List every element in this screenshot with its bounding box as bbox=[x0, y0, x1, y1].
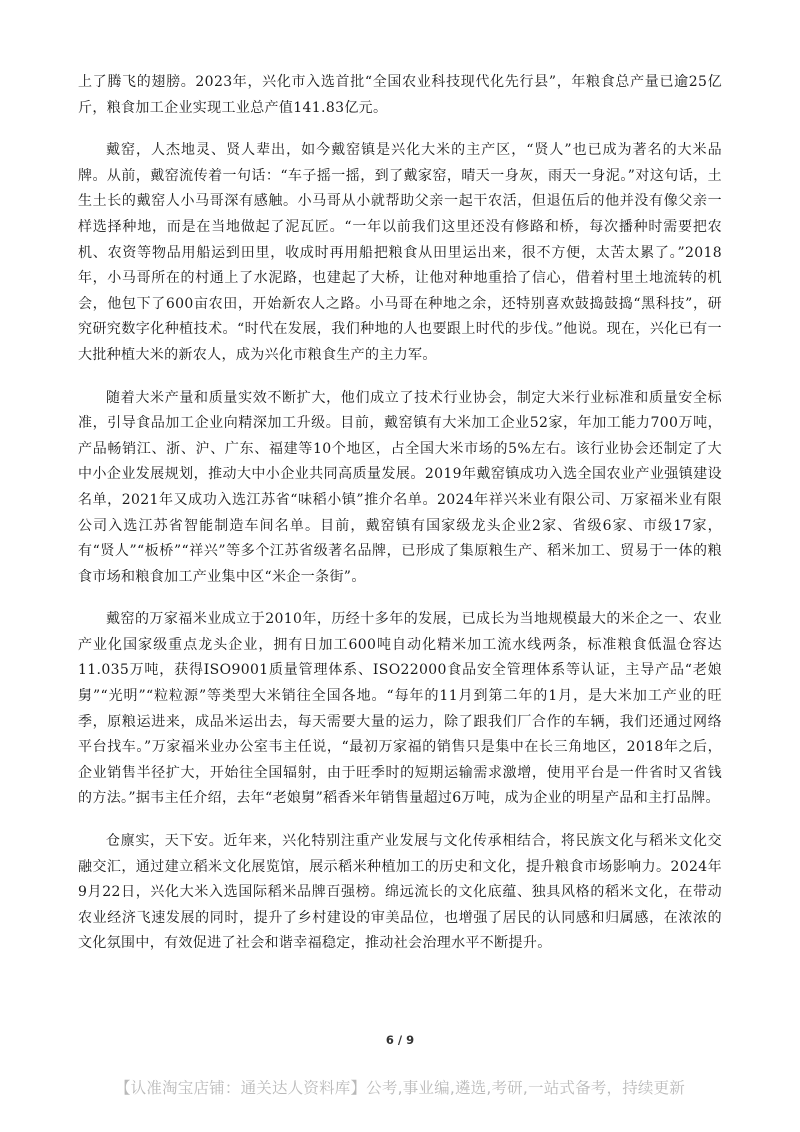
page-number: 6 / 9 bbox=[385, 1033, 415, 1047]
paragraph-2: 戴窑，人杰地灵、贤人辈出，如今戴窑镇是兴化大米的主产区，“贤人”也已成为著名的大米品牌。从前，戴窑流传着一句话：“车子摇一摇，到了戴家窑，晴天一身灰，雨天一身泥。”对这句话，土生土长的戴窑人小马哥深有感触。小马哥从小就帮助父亲一起干农活，但退伍后的他并没有像父亲一样选择种地，而是在当地做起了泥瓦匠。“一年以前我们这里还没有修路和桥，每次播种时需要把农机、农资等物品用船运到田里，收成时再用船把粮食从田里运出来，很不方便，太苦太累了。”2018年，小马哥所在的村通上了水泥路，也建起了大桥，让他对种地重拾了信心，借着村里土地流转的机会，他包下了600亩农田，开始新农人之路。小马哥在种地之余，还特别喜欢鼓捣鼓捣“黑科技”，研究研究数字化种植技术。“时代在发展，我们种地的人也要跟上时代的步伐。”他说。现在，兴化已有一大批种植大米的新农人，成为兴化市粮食生产的主力军。 bbox=[78, 142, 722, 363]
paragraph-3: 随着大米产量和质量实效不断扩大，他们成立了技术行业协会，制定大米行业标准和质量安全标准，引导食品加工企业向精深加工升级。目前，戴窑镇有大米加工企业52家，年加工能力700万吨，产品畅销江、浙、沪、广东、福建等10个地区，占全国大米市场的5%左右。该行业协会还制定了大中小企业发展规划，推动大中小企业共同高质量发展。2019年戴窑镇成功入选全国农业产业强镇建设名单，2021年又成功入选江苏省“味稻小镇”推介名单。2024年祥兴米业有限公司、万家福米业有限公司入选江苏省智能制造车间名单。目前，戴窑镇有国家级龙头企业2家、省级6家、市级17家，有“贤人”“板桥”“祥兴”等多个江苏省级著名品牌，已形成了集原粮生产、稻米加工、贸易于一体的粮食市场和粮食加工产业集中区“米企一条街”。 bbox=[78, 389, 722, 585]
paragraph-1: 上了腾飞的翅膀。2023年，兴化市入选首批“全国农业科技现代化先行县”，年粮食总产量已逾25亿斤，粮食加工企业实现工业总产值141.83亿元。 bbox=[78, 74, 722, 116]
paragraph-4: 戴窑的万家福米业成立于2010年，历经十多年的发展，已成长为当地规模最大的米企之一、农业产业化国家级重点龙头企业，拥有日加工600吨自动化精米加工流水线两条，标准粮食低温仓容达11.035万吨，获得ISO9001质量管理体系、ISO22000食品安全管理体系等认证，主导产品“老娘舅”“光明”“粒粒源”等类型大米销往全国各地。“每年的11月到第二年的1月，是大米加工产业的旺季，原粮运进来，成品米运出去，每天需要大量的运力，除了跟我们厂合作的车辆，我们还通过网络平台找车。”万家福米业办公室韦主任说，“最初万家福的销售只是集中在长三角地区，2018年之后，企业销售半径扩大，开始往全国辐射，由于旺季时的短期运输需求激增，使用平台是一件省时又省钱的方法。”据韦主任介绍，去年“老娘舅”稻香米年销售量超过6万吨，成为企业的明星产品和主打品牌。 bbox=[78, 611, 722, 807]
paragraph-5: 仓廪实，天下安。近年来，兴化特别注重产业发展与文化传承相结合，将民族文化与稻米文化交融交汇，通过建立稻米文化展览馆，展示稻米种植加工的历史和文化，提升粮食市场影响力。2024年9月22日，兴化大米入选国际稻米品牌百强榜。绵远流长的文化底蕴、独具风格的稻米文化，在带动农业经济飞速发展的同时，提升了乡村建设的审美品位，也增强了居民的认同感和归属感，在浓浓的文化氛围中，有效促进了社会和谐幸福稳定，推动社会治理水平不断提升。 bbox=[78, 833, 722, 952]
footer-watermark-text: 【认准淘宝店铺：通关达人资料库】公考,事业编,遴选,考研,一站式备考，持续更新 bbox=[114, 1079, 685, 1097]
document-body bbox=[78, 70, 722, 974]
